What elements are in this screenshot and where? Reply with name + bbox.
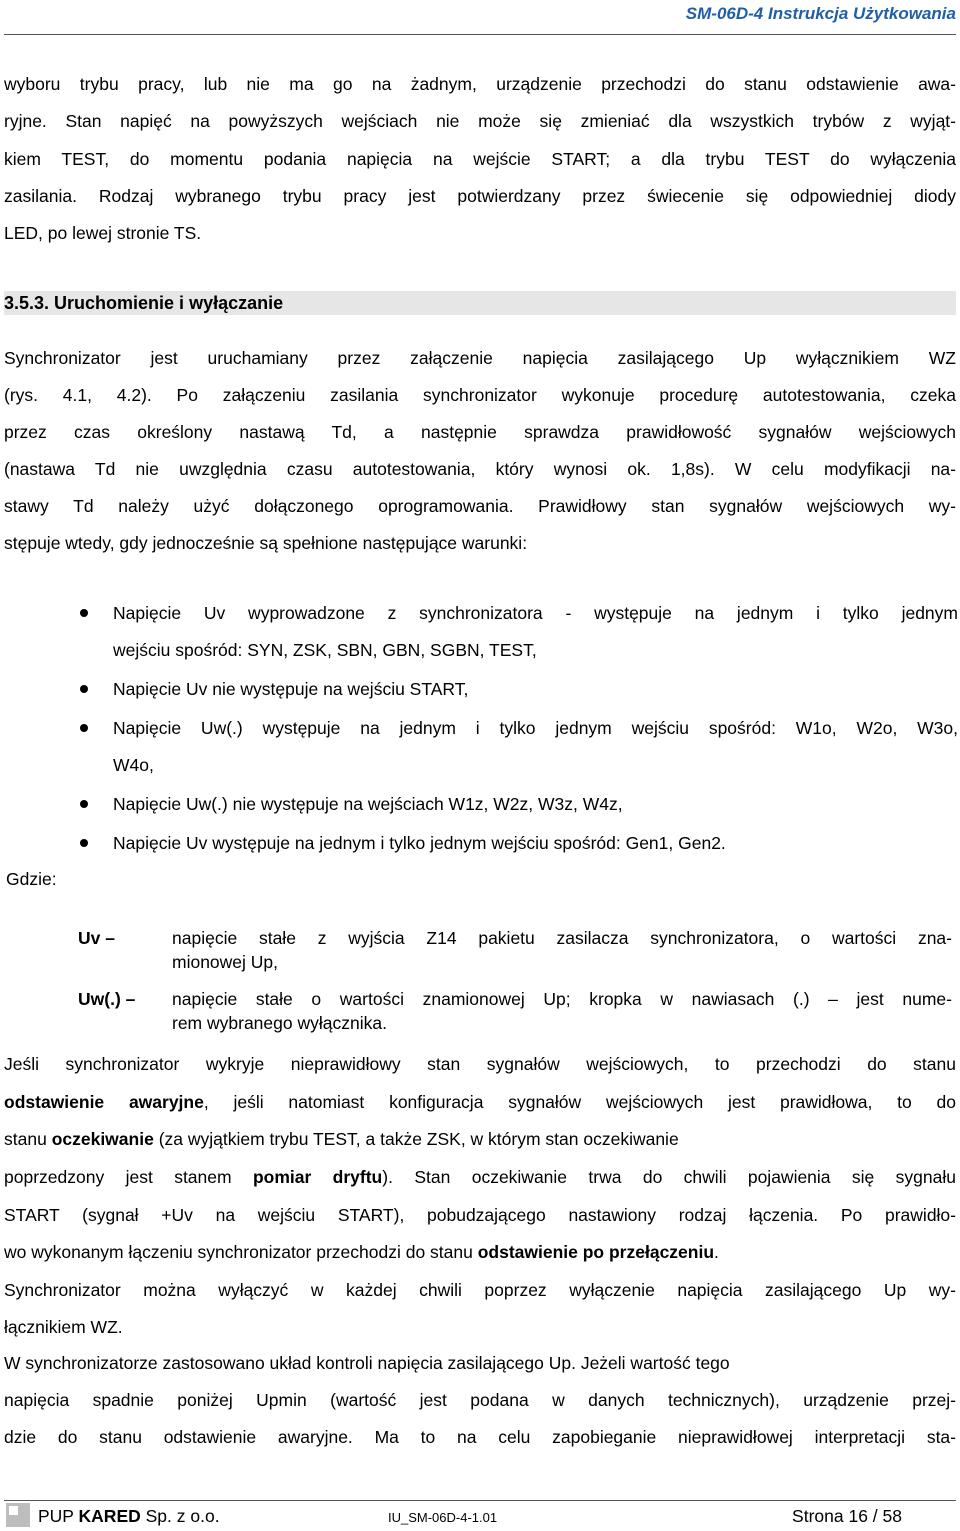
bold-term: oczekiwanie (51, 1129, 154, 1149)
bold-term: odstawienie awaryjne (4, 1092, 204, 1112)
where-label: Gdzie: (6, 869, 57, 889)
definition-text: napięcie stałe z wyjścia Z14 pakietu zasilacza synchronizatora, o wartości zna- (172, 928, 952, 948)
paragraph-line (4, 1092, 956, 1112)
paragraph-line: przez czas określony nastawą Td, a następnie sprawdza prawidłowość sygnałów wejściowych (4, 422, 956, 442)
footer-doc-code: IU_SM-06D-4-1.01 (388, 1510, 498, 1525)
bullet-line: Napięcie Uw(.) występuje na jednym i tylko jednym wejściu spośród: W1o, W2o, W3o, (113, 718, 958, 738)
text-span: , jeśli natomiast konfiguracja sygnałów wejściowych jest prawidłowa, to do (203, 1092, 957, 1112)
paragraph-line (4, 1242, 956, 1262)
text-span: (za wyjątkiem trybu TEST, a także ZSK, w którym stan oczekiwanie (153, 1129, 679, 1149)
intro-line: wyboru trybu pracy, lub nie ma go na żadnym, urządzenie przechodzi do stanu odstawienie awa- (4, 74, 956, 94)
paragraph-line: napięcia spadnie poniżej Upmin (wartość jest podana w danych technicznych), urządzenie przej- (4, 1390, 956, 1410)
paragraph-line: stawy Td należy użyć dołączonego oprogramowania. Prawidłowy stan sygnałów wejściowych wy- (4, 496, 956, 516)
text-span: . (714, 1242, 719, 1262)
definition-term: Uv – (78, 928, 115, 948)
text-span: poprzedzony jest stanem (4, 1167, 253, 1187)
bullet-dot (80, 724, 88, 732)
bold-term: odstawienie po przełączeniu (477, 1242, 715, 1262)
paragraph-line: Synchronizator jest uruchamiany przez załączenie napięcia zasilającego Up wyłącznikiem WZ (4, 348, 956, 368)
bold-term: pomiar dryftu (252, 1167, 383, 1187)
text-span: stanu (4, 1129, 52, 1149)
bullet-line: wejściu spośród: SYN, ZSK, SBN, GBN, SGBN, TEST, (113, 640, 537, 660)
bullet-line: Napięcie Uv wyprowadzone z synchronizatora - występuje na jednym i tylko jednym (113, 603, 958, 623)
header-divider (4, 34, 956, 35)
paragraph-line: Jeśli synchronizator wykryje nieprawidłowy stan sygnałów wejściowych, to przechodzi do stanu (4, 1054, 956, 1074)
paragraph-line (4, 1167, 956, 1187)
paragraph-line: (rys. 4.1, 4.2). Po załączeniu zasilania synchronizator wykonuje procedurę autotestowania, czeka (4, 385, 956, 405)
paragraph-line: (nastawa Td nie uwzględnia czasu autotestowania, który wynosi ok. 1,8s). W celu modyfikacji na- (4, 459, 956, 479)
intro-line: kiem TEST, do momentu podania napięcia na wejście START; a dla trybu TEST do wyłączenia (4, 149, 956, 169)
text-span: PUP (38, 1506, 79, 1526)
company-name-bold: KARED (78, 1506, 141, 1526)
bullet-dot (80, 685, 88, 693)
text-span: ). Stan oczekiwanie trwa do chwili pojawienia się sygnału (382, 1167, 956, 1187)
intro-line: LED, po lewej stronie TS. (4, 223, 202, 243)
definition-term: Uw(.) – (78, 989, 136, 1009)
bullet-dot (80, 800, 88, 808)
definition-text: napięcie stałe o wartości znamionowej Up; kropka w nawiasach (.) – jest nume- (172, 989, 952, 1009)
text-span: Sp. z o.o. (140, 1506, 220, 1526)
bullet-dot (80, 609, 88, 617)
text-span: wo wykonanym łączeniu synchronizator przechodzi do stanu (4, 1242, 478, 1262)
company-logo-icon (6, 1503, 30, 1527)
paragraph-line (4, 1129, 956, 1149)
section-heading: 3.5.3. Uruchomienie i wyłączanie (4, 293, 284, 313)
footer-divider (4, 1500, 956, 1501)
footer-page-number: Strona 16 / 58 (792, 1506, 902, 1526)
intro-line: ryjne. Stan napięć na powyższych wejściach nie może się zmieniać dla wszystkich trybów z wyjąt- (4, 111, 956, 131)
intro-line: zasilania. Rodzaj wybranego trybu pracy jest potwierdzany przez świecenie się odpowiedniej diody (4, 186, 956, 206)
paragraph-line: stępuje wtedy, gdy jednocześnie są spełnione następujące warunki: (4, 533, 528, 553)
bullet-line: Napięcie Uv występuje na jednym i tylko jednym wejściu spośród: Gen1, Gen2. (113, 833, 726, 853)
paragraph-line: START (sygnał +Uv na wejściu START), pobudzającego nastawiony rodzaj łączenia. Po prawidło- (4, 1205, 956, 1225)
bullet-dot (80, 839, 88, 847)
document-title: SM-06D-4 Instrukcja Użytkowania (685, 4, 956, 23)
paragraph-line: Synchronizator można wyłączyć w każdej chwili poprzez wyłączenie napięcia zasilającego Up wy- (4, 1280, 956, 1300)
bullet-line: Napięcie Uw(.) nie występuje na wejściach W1z, W2z, W3z, W4z, (113, 794, 623, 814)
definition-text: rem wybranego wyłącznika. (172, 1013, 387, 1033)
bullet-line: W4o, (113, 755, 154, 775)
definition-text: mionowej Up, (172, 952, 279, 972)
footer-company (38, 1506, 220, 1527)
paragraph-line: dzie do stanu odstawienie awaryjne. Ma to na celu zapobieganie nieprawidłowej interpretacji sta- (4, 1427, 956, 1447)
paragraph-line: łącznikiem WZ. (4, 1317, 123, 1337)
bullet-line: Napięcie Uv nie występuje na wejściu START, (113, 679, 469, 699)
paragraph-line: W synchronizatorze zastosowano układ kontroli napięcia zasilającego Up. Jeżeli wartość tego (4, 1353, 730, 1373)
